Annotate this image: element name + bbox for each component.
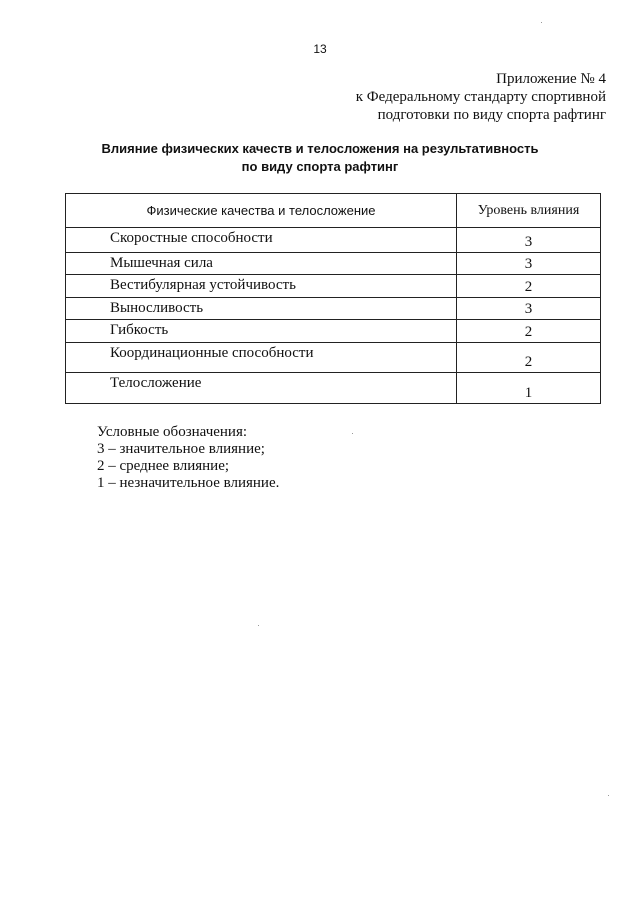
quality-cell: Координационные способности [66,343,457,373]
table-row [66,275,601,298]
quality-cell: Телосложение [66,373,457,404]
level-cell: 1 [457,373,601,404]
legend [97,424,279,492]
level-cell: 3 [457,228,601,253]
scan-speck [541,22,542,23]
scan-speck [608,795,609,796]
title-line-1: Влияние физических качеств и телосложения на результативность [101,141,539,156]
quality-cell: Мышечная сила [66,253,457,275]
appendix-reference [356,70,606,124]
table-row [66,253,601,275]
legend-heading: Условные обозначения: [97,424,248,440]
document-title [0,140,640,176]
header-level: Уровень влияния [457,194,601,228]
page-number: 13 [313,42,327,56]
influence-table [65,193,601,404]
quality-cell: Скоростные способности [66,228,457,253]
level-cell: 2 [457,343,601,373]
table-row [66,228,601,253]
level-cell: 3 [457,253,601,275]
level-cell: 2 [457,275,601,298]
scan-speck [352,433,353,434]
scan-speck [258,625,259,626]
legend-item: 3 – значительное влияние; [97,441,265,457]
title-line-2: по виду спорта рафтинг [241,159,399,174]
legend-item: 2 – среднее влияние; [97,458,230,474]
table-row [66,343,601,373]
level-cell: 3 [457,298,601,320]
table-row [66,320,601,343]
table-row [66,373,601,404]
level-cell: 2 [457,320,601,343]
table-row [66,298,601,320]
quality-cell: Вестибулярная устойчивость [66,275,457,298]
header-quality: Физические качества и телосложение [66,194,457,228]
table-header-row [66,194,601,228]
appendix-line-2: к Федеральному стандарту спортивной [355,89,606,105]
legend-item: 1 – незначительное влияние. [97,475,280,491]
appendix-line-1: Приложение № 4 [496,71,606,87]
quality-cell: Выносливость [66,298,457,320]
appendix-line-3: подготовки по виду спорта рафтинг [377,107,606,123]
quality-cell: Гибкость [66,320,457,343]
